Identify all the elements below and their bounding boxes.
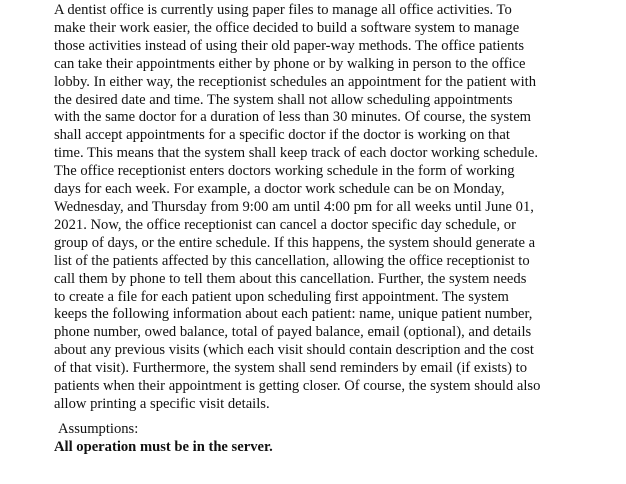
paragraph-line: list of the patients affected by this cancellation, allowing the office receptionist to	[54, 252, 530, 269]
paragraph-line: keeps the following information about each patient: name, unique patient number,	[54, 306, 533, 323]
paragraph-line: shall accept appointments for a specific doctor if the doctor is working on that	[54, 127, 510, 144]
paragraph-line: lobby. In either way, the receptionist schedules an appointment for the patient with	[54, 73, 536, 90]
paragraph-line: those activities instead of using their old paper-way methods. The office patients	[54, 37, 525, 54]
paragraph-line: time. This means that the system shall keep track of each doctor working schedule.	[54, 145, 539, 162]
paragraph-line: days for each week. For example, a doctor work schedule can be on Monday,	[54, 181, 505, 198]
document-body	[54, 2, 626, 414]
paragraph-line: A dentist office is currently using paper files to manage all office activities. To	[54, 2, 512, 18]
paragraph-line: Wednesday, and Thursday from 9:00 am until 4:00 pm for all weeks until June 01,	[54, 198, 534, 215]
paragraph-line: can take their appointments either by phone or by walking in person to the office	[54, 55, 526, 72]
paragraph-line: patients when their appointment is getting closer. Of course, the system should also	[54, 378, 541, 395]
paragraph-line: The office receptionist enters doctors working schedule in the form of working	[54, 163, 515, 180]
paragraph-line: allow printing a specific visit details.	[54, 395, 270, 412]
assumptions-label: Assumptions:	[58, 421, 139, 437]
paragraph-line: phone number, owed balance, total of payed balance, email (optional), and details	[54, 324, 532, 341]
paragraph-line: 2021. Now, the office receptionist can cancel a doctor specific day schedule, or	[54, 216, 516, 233]
problem-description-paragraph	[54, 2, 626, 414]
paragraph-line: make their work easier, the office decided to build a software system to manage	[54, 19, 520, 36]
paragraph-line: of that visit). Furthermore, the system shall send reminders by email (if exists) to	[54, 360, 527, 377]
paragraph-line: call them by phone to tell them about this cancellation. Further, the system needs	[54, 270, 527, 287]
paragraph-line: about any previous visits (which each visit should contain description and the cost	[54, 342, 534, 359]
paragraph-line: to create a file for each patient upon scheduling first appointment. The system	[54, 288, 509, 305]
paragraph-line: group of days, or the entire schedule. If this happens, the system should generate a	[54, 234, 536, 251]
assumptions-statement: All operation must be in the server.	[54, 439, 273, 455]
paragraph-line: the desired date and time. The system shall not allow scheduling appointments	[54, 91, 513, 108]
paragraph-line: with the same doctor for a duration of less than 30 minutes. Of course, the system	[54, 109, 532, 126]
